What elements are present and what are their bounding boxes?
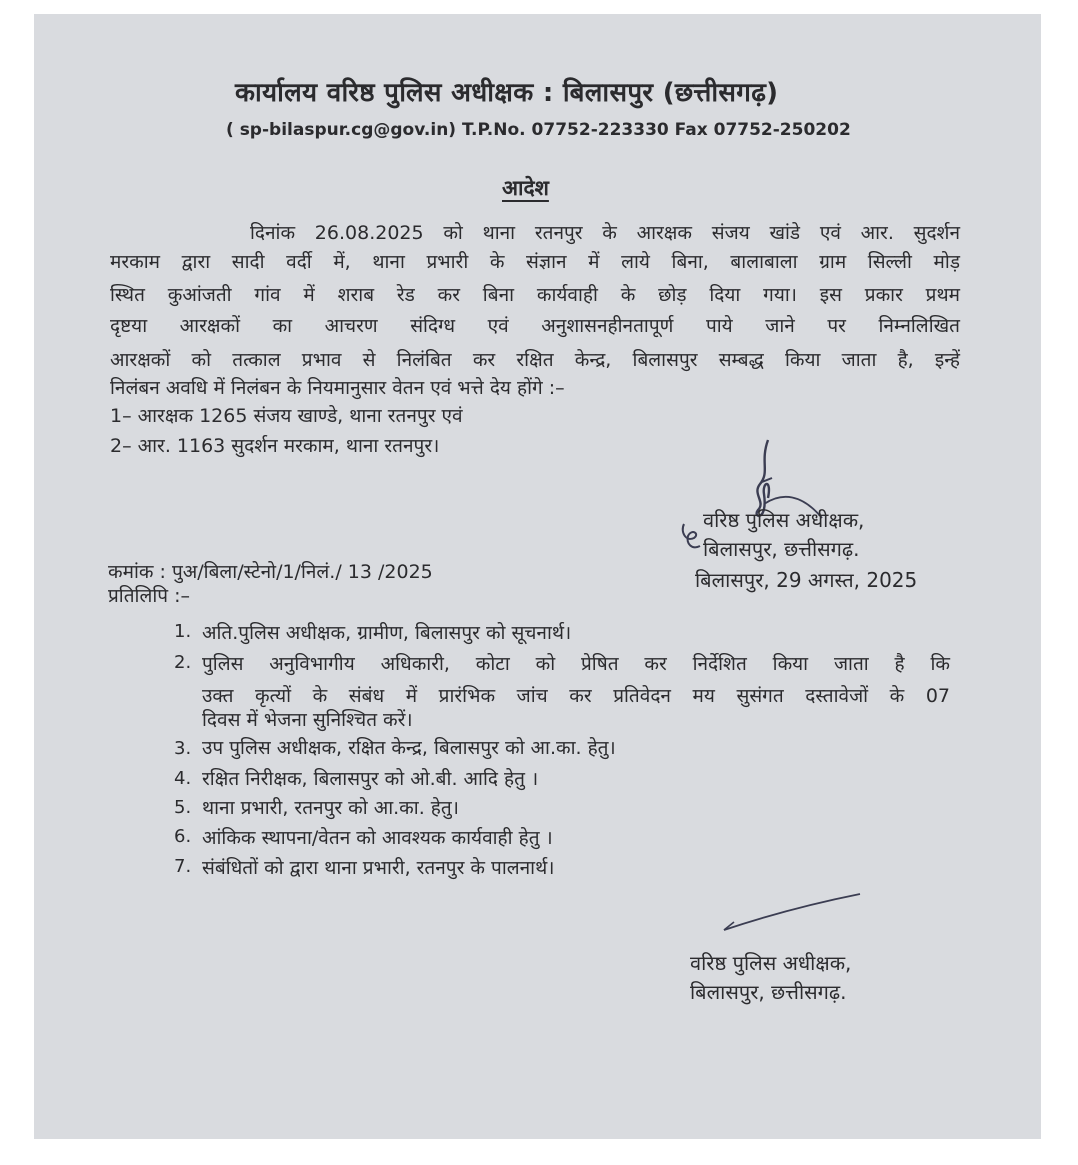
copy-text: पुलिस अनुविभागीय अधिकारी, कोटा को प्रेषित कर निर्देशित किया जाता है कि [202, 653, 950, 675]
constable-item: 2– आर. 1163 सुदर्शन मरकाम, थाना रतनपुर। [110, 435, 440, 457]
copy-text: रक्षित निरीक्षक, बिलासपुर को ओ.बी. आदि हेतु । [202, 768, 539, 790]
order-line: मरकाम द्वारा सादी वर्दी में, थाना प्रभारी के संज्ञान में लाये बिना, बालाबाला ग्राम सिल्ली मोड़ [110, 251, 960, 273]
copy-number: 1. [174, 621, 192, 642]
order-title: आदेश [502, 176, 549, 200]
copy-number: 4. [174, 768, 192, 789]
copy-text: संबंधितों को द्वारा थाना प्रभारी, रतनपुर के पालनार्थ। [202, 857, 555, 879]
order-line: आरक्षकों को तत्काल प्रभाव से निलंबित कर रक्षित केन्द्र, बिलासपुर सम्बद्ध किया जाता है, इन्हें [110, 349, 960, 371]
copy-label: प्रतिलिपि :– [108, 585, 191, 607]
signatory-place: बिलासपुर, छत्तीसगढ़. [703, 537, 860, 561]
order-line: स्थित कुआंजती गांव में शराब रेड कर बिना कार्यवाही के छोड़ दिया गया। इस प्रकार प्रथम [110, 284, 960, 306]
copy-text: आंकिक स्थापना/वेतन को आवश्यक कार्यवाही हेतु । [202, 827, 553, 849]
constable-item: 1– आरक्षक 1265 संजय खाण्डे, थाना रतनपुर एवं [110, 405, 463, 427]
order-line: दृष्टया आरक्षकों का आचरण संदिग्ध एवं अनुशासनहीनतापूर्ण पाये जाने पर निम्नलिखित [110, 315, 960, 337]
office-heading: कार्यालय वरिष्ठ पुलिस अधीक्षक : बिलासपुर (छत्तीसगढ़) [235, 78, 779, 108]
copy-text: उक्त कृत्यों के संबंध में प्रारंभिक जांच कर प्रतिवेदन मय सुसंगत दस्तावेजों के 07 [202, 685, 950, 707]
copy-text: उप पुलिस अधीक्षक, रक्षित केन्द्र, बिलासपुर को आ.का. हेतु। [202, 737, 616, 759]
order-date: बिलासपुर, 29 अगस्त, 2025 [695, 568, 918, 592]
copy-number: 2. [174, 652, 192, 673]
signatory-place-bottom: बिलासपुर, छत्तीसगढ़. [690, 980, 847, 1004]
reference-number: कमांक : पुअ/बिला/स्टेनो/1/निलं./ 13 /2025 [108, 561, 433, 583]
copy-number: 5. [174, 797, 192, 818]
signatory-designation: वरिष्ठ पुलिस अधीक्षक, [703, 508, 865, 532]
copy-number: 3. [174, 738, 192, 759]
office-contact: ( sp-bilaspur.cg@gov.in) T.P.No. 07752-223330 Fax 07752-250202 [226, 120, 851, 140]
copy-text: दिवस में भेजना सुनिश्चित करें। [202, 709, 413, 731]
signature-bottom [720, 888, 870, 938]
copy-number: 6. [174, 826, 192, 847]
copy-text: अति.पुलिस अधीक्षक, ग्रामीण, बिलासपुर को सूचनार्थ। [202, 622, 572, 644]
copy-text: थाना प्रभारी, रतनपुर को आ.का. हेतु। [202, 797, 459, 819]
order-line: दिनांक 26.08.2025 को थाना रतनपुर के आरक्षक संजय खांडे एवं आर. सुदर्शन [250, 222, 960, 244]
copy-number: 7. [174, 856, 192, 877]
order-line: निलंबन अवधि में निलंबन के नियमानुसार वेतन एवं भत्ते देय होंगे :– [110, 377, 565, 399]
signatory-designation-bottom: वरिष्ठ पुलिस अधीक्षक, [690, 951, 852, 975]
